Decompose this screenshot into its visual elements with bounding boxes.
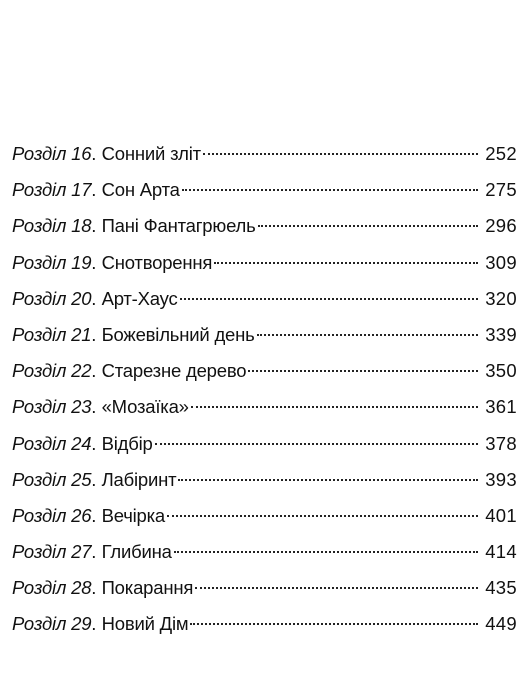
- toc-entry: [12, 281, 517, 317]
- chapter-title: Сон Арта: [101, 179, 180, 201]
- chapter-separator: .: [91, 287, 97, 309]
- dot-leader: [248, 370, 478, 372]
- chapter-number: Розділ 25: [12, 468, 92, 490]
- chapter-title: Арт-Хаус: [101, 287, 178, 309]
- chapter-number: Розділ 28: [12, 577, 92, 599]
- toc-entry: [12, 245, 517, 281]
- dot-leader: [203, 153, 478, 155]
- chapter-title: Глибина: [101, 541, 172, 563]
- chapter-separator: .: [91, 323, 97, 345]
- chapter-title: Новий Дім: [101, 613, 189, 635]
- chapter-number: Розділ 16: [12, 143, 92, 164]
- chapter-number: Розділ 17: [12, 179, 92, 201]
- page-number: 320: [485, 287, 517, 309]
- page-number: 414: [485, 541, 517, 563]
- dot-leader: [167, 515, 478, 517]
- chapter-title: Пані Фантагрюель: [101, 215, 256, 237]
- dot-leader: [178, 479, 478, 481]
- toc-entry: [12, 353, 517, 389]
- page-number: 275: [485, 179, 517, 201]
- chapter-title: Лабіринт: [101, 468, 177, 490]
- chapter-title: Відбір: [101, 432, 153, 454]
- chapter-number: Розділ 29: [12, 613, 92, 635]
- dot-leader: [182, 189, 478, 191]
- chapter-number: Розділ 20: [12, 287, 92, 309]
- chapter-number: Розділ 23: [12, 396, 92, 418]
- dot-leader: [190, 623, 478, 625]
- dot-leader: [257, 334, 478, 336]
- page-number: 309: [485, 251, 517, 273]
- chapter-separator: .: [91, 577, 97, 599]
- chapter-number: Розділ 27: [12, 541, 92, 563]
- chapter-title: «Мозаїка»: [101, 396, 189, 418]
- toc-entry: [12, 208, 517, 244]
- chapter-separator: .: [91, 396, 97, 418]
- toc-entry: [12, 462, 517, 498]
- page-number: 339: [485, 323, 517, 345]
- page-number: 401: [485, 504, 517, 526]
- chapter-separator: .: [91, 251, 97, 273]
- page-number: 361: [485, 396, 517, 418]
- page-number: 350: [485, 360, 517, 382]
- dot-leader: [195, 587, 478, 589]
- toc-entry: [12, 606, 517, 642]
- dot-leader: [191, 406, 478, 408]
- chapter-title: Сонний зліт: [101, 143, 201, 164]
- chapter-title: Вечірка: [101, 504, 166, 526]
- chapter-separator: .: [91, 179, 97, 201]
- chapter-number: Розділ 22: [12, 360, 92, 382]
- dot-leader: [155, 443, 478, 445]
- toc-entry: [12, 317, 517, 353]
- chapter-separator: .: [91, 468, 97, 490]
- chapter-number: Розділ 26: [12, 504, 92, 526]
- chapter-separator: .: [91, 613, 97, 635]
- dot-leader: [214, 262, 478, 264]
- chapter-number: Розділ 24: [12, 432, 92, 454]
- table-of-contents: [12, 136, 517, 643]
- toc-entry: [12, 172, 517, 208]
- page-number: 378: [485, 432, 517, 454]
- chapter-title: Старезне дерево: [101, 360, 247, 382]
- toc-entry: [12, 389, 517, 425]
- toc-entry: [12, 136, 517, 172]
- chapter-number: Розділ 18: [12, 215, 92, 237]
- chapter-separator: .: [91, 143, 97, 164]
- page-number: 393: [485, 468, 517, 490]
- dot-leader: [258, 225, 478, 227]
- toc-entry: [12, 534, 517, 570]
- chapter-separator: .: [91, 360, 97, 382]
- chapter-separator: .: [91, 215, 97, 237]
- chapter-separator: .: [91, 541, 97, 563]
- chapter-number: Розділ 19: [12, 251, 92, 273]
- dot-leader: [180, 298, 478, 300]
- chapter-title: Покарання: [101, 577, 194, 599]
- page-number: 449: [485, 613, 517, 635]
- toc-entry: [12, 498, 517, 534]
- chapter-separator: .: [91, 432, 97, 454]
- chapter-number: Розділ 21: [12, 323, 92, 345]
- chapter-title: Божевільний день: [101, 323, 255, 345]
- chapter-separator: .: [91, 504, 97, 526]
- page-number: 296: [485, 215, 517, 237]
- toc-entry: [12, 570, 517, 606]
- chapter-title: Снотворення: [101, 251, 213, 273]
- dot-leader: [174, 551, 478, 553]
- page-number: 435: [485, 577, 517, 599]
- page-number: 252: [485, 143, 517, 164]
- toc-entry: [12, 426, 517, 462]
